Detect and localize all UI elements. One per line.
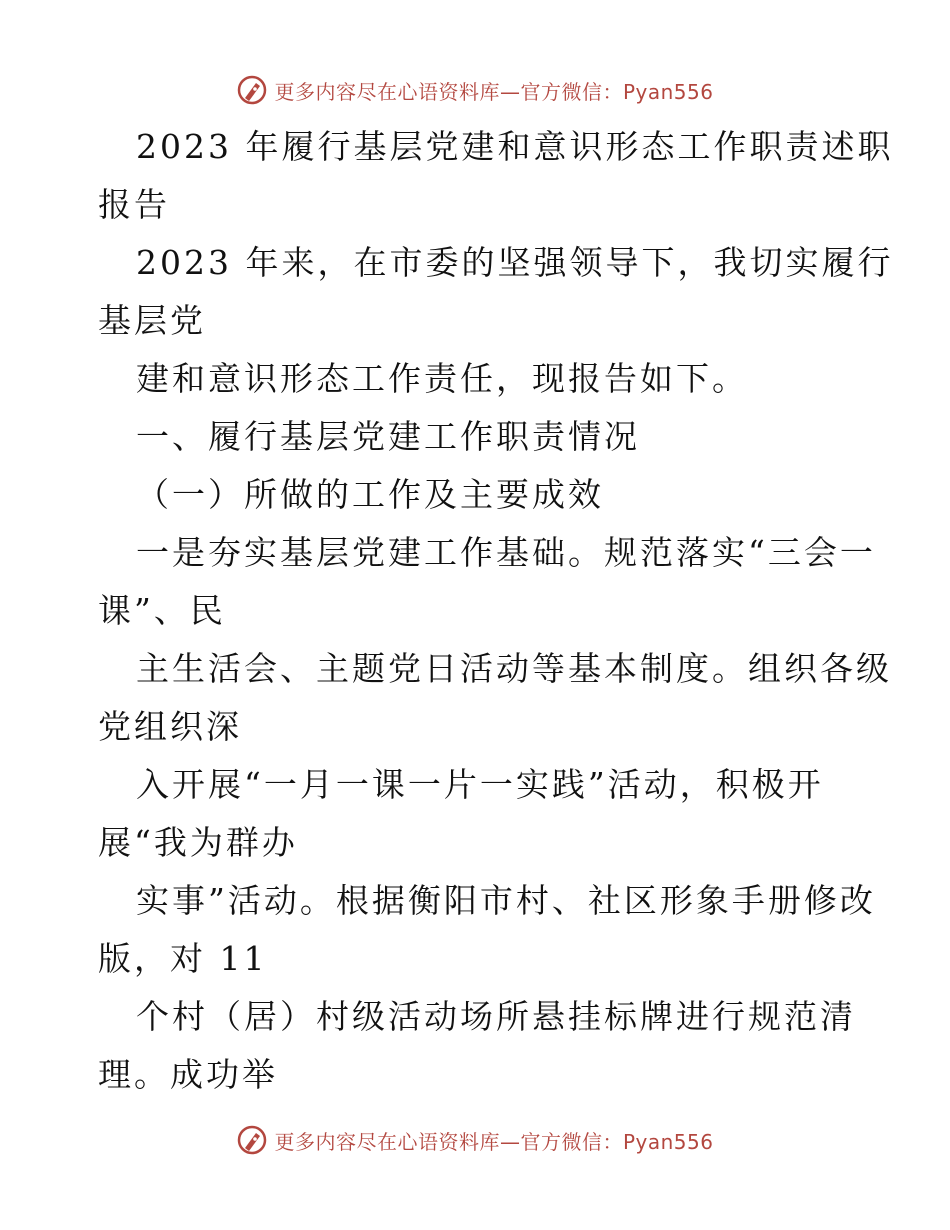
paragraph-line: 党组织深 [98, 707, 242, 746]
header-banner-text: 更多内容尽在心语资料库—官方微信：Pyan556 [274, 79, 714, 104]
section-heading: 一、履行基层党建工作职责情况 [136, 417, 640, 456]
pen-nib-logo-icon [236, 74, 268, 106]
header-watermark-banner [0, 70, 950, 110]
footer-watermark-banner [0, 1120, 950, 1160]
paragraph-line: 版，对 11 [98, 939, 268, 978]
paragraph-line: 理。成功举 [98, 1055, 278, 1094]
paragraph-line: 实事”活动。根据衡阳市村、社区形象手册修改 [136, 881, 876, 920]
paragraph-line: 主生活会、主题党日活动等基本制度。组织各级 [136, 649, 892, 688]
doc-title-line-2: 报告 [98, 185, 170, 224]
paragraph-line: 建和意识形态工作责任，现报告如下。 [136, 359, 748, 398]
paragraph-line: 课”、民 [98, 591, 226, 630]
paragraph-line: 展“我为群办 [98, 823, 298, 862]
doc-title-line-1: 2023 年履行基层党建和意识形态工作职责述职 [136, 127, 894, 166]
paragraph-line: 一是夯实基层党建工作基础。规范落实“三会一 [136, 533, 876, 572]
footer-banner-text: 更多内容尽在心语资料库—官方微信：Pyan556 [274, 1129, 714, 1154]
paragraph-line: 个村（居）村级活动场所悬挂标牌进行规范清 [136, 997, 856, 1036]
pen-nib-logo-icon [236, 1124, 268, 1156]
paragraph-line: 入开展“一月一课一片一实践”活动，积极开 [136, 765, 824, 804]
paragraph-line: 2023 年来，在市委的坚强领导下，我切实履行 [136, 243, 894, 282]
document-body [98, 118, 894, 1104]
paragraph-line: 基层党 [98, 301, 206, 340]
subsection-heading: （一）所做的工作及主要成效 [136, 475, 604, 514]
